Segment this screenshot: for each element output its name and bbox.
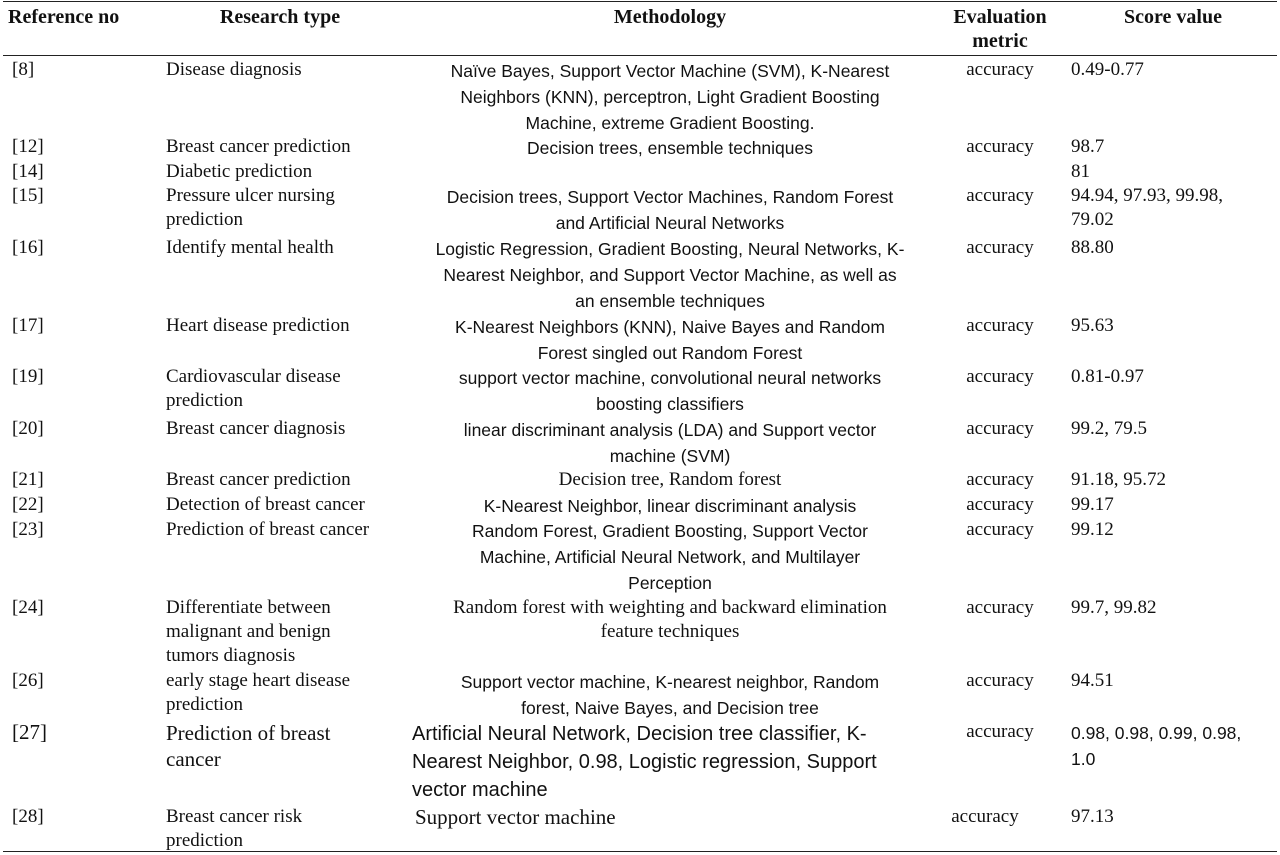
reference-cell: [8]	[12, 59, 35, 80]
reference-cell: [20]	[12, 418, 44, 439]
score-cell: 98.7	[1071, 136, 1105, 157]
methodology-cell: support vector machine, convolutional neural networks boosting classifiers	[458, 368, 882, 414]
research-type-cell: Cardiovascular disease prediction	[166, 366, 341, 411]
metric-cell: accuracy	[966, 185, 1034, 206]
score-cell: 88.80	[1071, 237, 1114, 258]
metric-cell: accuracy	[966, 418, 1034, 439]
methodology-cell: Random Forest, Gradient Boosting, Support Vector Machine, Artificial Neural Network, and Multilayer Perception	[472, 521, 868, 593]
reference-cell: [21]	[12, 469, 44, 490]
score-cell: 99.2, 79.5	[1071, 418, 1147, 439]
table-top-rule	[3, 1, 1277, 2]
score-cell: 81	[1071, 161, 1090, 182]
research-type-cell: Breast cancer prediction	[166, 469, 351, 490]
methodology-cell: Artificial Neural Network, Decision tree classifier, K- Nearest Neighbor, 0.98, Logistic regression, Support vector machine	[412, 723, 877, 801]
table-header-rule	[3, 55, 1277, 56]
reference-cell: [14]	[12, 161, 44, 182]
reference-cell: [19]	[12, 366, 44, 387]
methodology-cell: linear discriminant analysis (LDA) and Support vector machine (SVM)	[463, 420, 877, 466]
research-type-cell: Diabetic prediction	[166, 161, 313, 182]
research-type-cell: early stage heart disease prediction	[166, 670, 351, 715]
score-cell: 0.81-0.97	[1071, 366, 1144, 387]
research-type-cell: Breast cancer diagnosis	[166, 418, 346, 439]
score-cell: 99.7, 99.82	[1071, 597, 1157, 618]
header-score-value: Score value	[1124, 6, 1222, 28]
reference-cell: [26]	[12, 670, 44, 691]
reference-cell: [17]	[12, 315, 44, 336]
metric-cell: accuracy	[966, 366, 1034, 387]
methodology-cell: Naïve Bayes, Support Vector Machine (SVM), K-Nearest Neighbors (KNN), perceptron, Light Gradient Boosting Machine, extreme Gradient Boosting.	[450, 61, 890, 133]
score-cell: 0.98, 0.98, 0.99, 0.98, 1.0	[1071, 723, 1242, 769]
metric-cell: accuracy	[966, 59, 1034, 80]
methodology-cell: Support vector machine, K-nearest neighbor, Random forest, Naive Bayes, and Decision tree	[460, 672, 880, 718]
score-cell: 99.17	[1071, 494, 1114, 515]
header-research-type: Research type	[219, 6, 341, 28]
methodology-cell: K-Nearest Neighbors (KNN), Naive Bayes and Random Forest singled out Random Forest	[455, 317, 885, 363]
header-evaluation-metric: Evaluation metric	[953, 6, 1047, 52]
score-cell: 94.51	[1071, 670, 1114, 691]
metric-cell: accuracy	[966, 469, 1034, 490]
metric-cell: accuracy	[966, 494, 1034, 515]
research-type-cell: Breast cancer prediction	[166, 136, 351, 157]
metric-cell: accuracy	[966, 670, 1034, 691]
header-reference: Reference no	[8, 6, 120, 28]
header-methodology: Methodology	[613, 6, 727, 28]
research-type-cell: Detection of breast cancer	[166, 494, 365, 515]
methodology-cell: Decision trees, Support Vector Machines, Random Forest and Artificial Neural Networks	[446, 187, 894, 233]
methodology-cell: Decision tree, Random forest	[558, 469, 782, 490]
research-type-cell: Identify mental health	[166, 237, 334, 258]
reference-cell: [27]	[12, 720, 47, 744]
metric-cell: accuracy	[966, 721, 1034, 742]
research-type-cell: Prediction of breast cancer	[166, 721, 331, 771]
methodology-cell: Support vector machine	[415, 805, 616, 829]
score-cell: 99.12	[1071, 519, 1114, 540]
score-cell: 91.18, 95.72	[1071, 469, 1166, 490]
reference-cell: [24]	[12, 597, 44, 618]
reference-cell: [23]	[12, 519, 44, 540]
methodology-cell: Decision trees, ensemble techniques	[527, 138, 813, 158]
methodology-cell: Random forest with weighting and backward elimination feature techniques	[453, 597, 887, 642]
reference-cell: [16]	[12, 237, 44, 258]
reference-cell: [12]	[12, 136, 44, 157]
research-type-cell: Disease diagnosis	[166, 59, 302, 80]
reference-cell: [15]	[12, 185, 44, 206]
metric-cell: accuracy	[966, 136, 1034, 157]
metric-cell: accuracy	[966, 237, 1034, 258]
research-type-cell: Differentiate between malignant and benign tumors diagnosis	[166, 597, 331, 666]
research-type-cell: Pressure ulcer nursing prediction	[166, 185, 335, 230]
score-cell: 0.49-0.77	[1071, 59, 1144, 80]
score-cell: 97.13	[1071, 806, 1114, 827]
score-cell: 95.63	[1071, 315, 1114, 336]
research-type-cell: Prediction of breast cancer	[166, 519, 370, 540]
reference-cell: [22]	[12, 494, 44, 515]
metric-cell: accuracy	[966, 315, 1034, 336]
research-type-cell: Breast cancer risk prediction	[166, 806, 303, 851]
score-cell: 94.94, 97.93, 99.98, 79.02	[1071, 185, 1223, 230]
metric-cell: accuracy	[966, 519, 1034, 540]
research-type-cell: Heart disease prediction	[166, 315, 350, 336]
methodology-cell: Logistic Regression, Gradient Boosting, Neural Networks, K- Nearest Neighbor, and Support Vector Machine, as well as an ensemble techniques	[435, 239, 905, 311]
reference-cell: [28]	[12, 806, 44, 827]
methodology-cell: K-Nearest Neighbor, linear discriminant analysis	[483, 496, 857, 516]
metric-cell: accuracy	[966, 597, 1034, 618]
metric-cell: accuracy	[951, 806, 1019, 827]
